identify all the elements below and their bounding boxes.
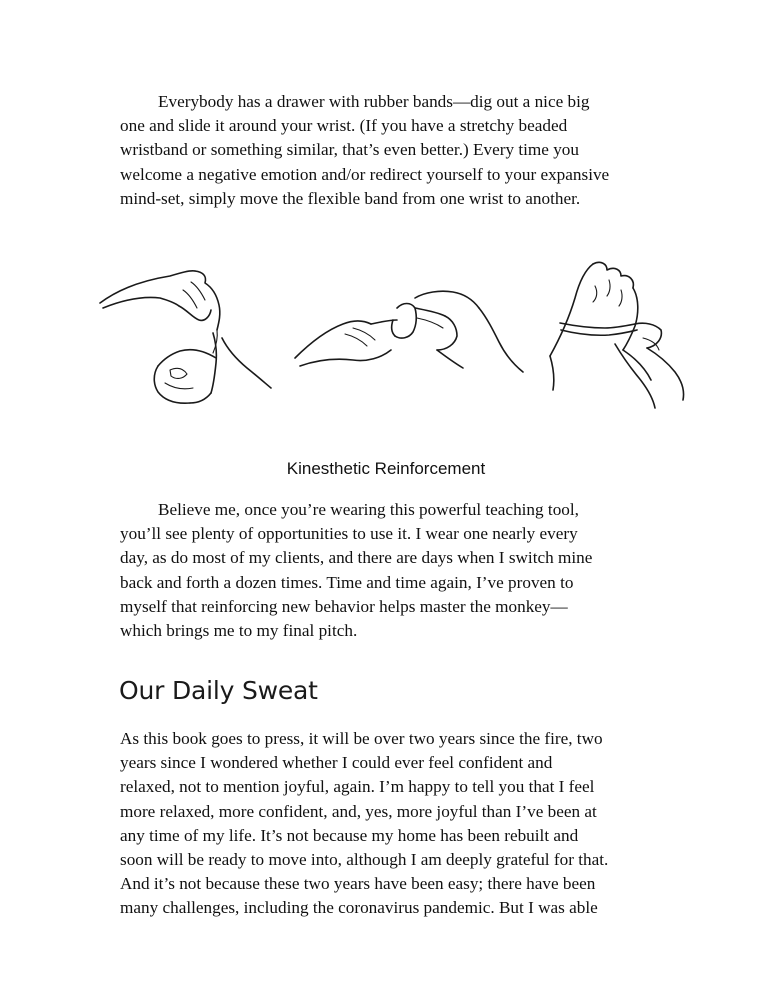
text-line: you’ll see plenty of opportunities to use it. I wear one nearly every xyxy=(120,524,578,544)
hands-panel-3-illustration xyxy=(550,262,684,408)
text-line: And it’s not because these two years have been easy; there have been xyxy=(120,874,596,894)
paragraph-teaching-tool xyxy=(120,498,660,643)
text-line: back and forth a dozen times. Time and time again, I’ve proven to xyxy=(120,572,574,592)
hands-panel-1-illustration xyxy=(100,271,271,403)
text-line: one and slide it around your wrist. (If you have a stretchy beaded xyxy=(120,116,568,136)
text-line: Everybody has a drawer with rubber bands—dig out a nice big xyxy=(158,92,590,111)
text-line: any time of my life. It’s not because my home has been rebuilt and xyxy=(120,825,579,845)
text-line: years since I wondered whether I could ever feel confident and xyxy=(120,753,553,773)
paragraph-daily-sweat xyxy=(120,727,660,921)
paragraph-rubber-band-instructions xyxy=(120,90,660,211)
text-line: welcome a negative emotion and/or redirect yourself to your expansive xyxy=(120,164,610,184)
text-line: mind-set, simply move the flexible band from one wrist to another. xyxy=(120,188,581,208)
text-line: relaxed, not to mention joyful, again. I’m happy to tell you that I feel xyxy=(120,777,595,797)
text-line: wristband or something similar, that’s even better.) Every time you xyxy=(120,140,579,160)
hands-panel-2-illustration xyxy=(295,291,523,372)
text-line: which brings me to my final pitch. xyxy=(120,621,358,641)
text-line: day, as do most of my clients, and there are days when I switch mine xyxy=(120,548,593,568)
figure-caption: Kinesthetic Reinforcement xyxy=(286,459,486,478)
hands-illustration xyxy=(95,258,685,418)
text-line: Believe me, once you’re wearing this powerful teaching tool, xyxy=(158,500,579,519)
text-line: more relaxed, more confident, and, yes, more joyful than I’ve been at xyxy=(120,801,597,821)
hands-drawing xyxy=(95,258,685,418)
text-line: As this book goes to press, it will be over two years since the fire, two xyxy=(120,729,603,748)
text-line: soon will be ready to move into, although I am deeply grateful for that. xyxy=(120,850,609,870)
section-heading: Our Daily Sweat xyxy=(119,676,318,705)
text-line: myself that reinforcing new behavior helps master the monkey— xyxy=(120,596,568,616)
text-line: many challenges, including the coronavirus pandemic. But I was able xyxy=(120,898,598,918)
